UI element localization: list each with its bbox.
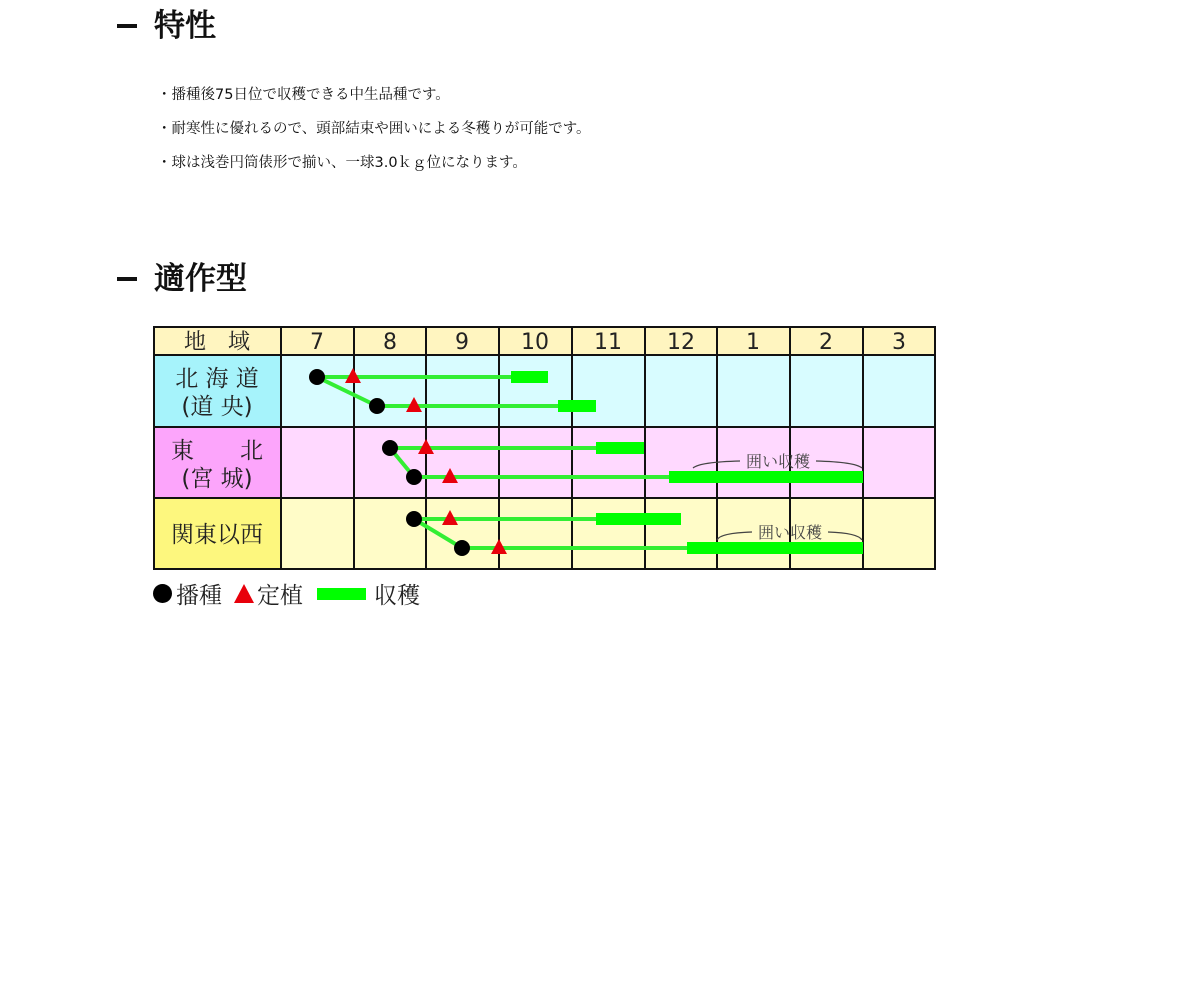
month-label: 9: [455, 330, 469, 355]
sowing-dot-icon: [406, 469, 422, 485]
month-label: 2: [819, 330, 833, 355]
sowing-dot-icon: [153, 584, 172, 603]
harvest-bar: [596, 513, 681, 525]
sowing-dot-icon: [454, 540, 470, 556]
harvest-bar: [558, 400, 596, 412]
month-label: 1: [746, 330, 760, 355]
month-label: 8: [383, 330, 397, 355]
month-label: 3: [892, 330, 906, 355]
subregion-label-tohoku: (宮 城): [181, 466, 253, 492]
region-label-tohoku: 東 北: [171, 438, 263, 464]
harvest-bar: [511, 371, 548, 383]
harvest-bar: [669, 471, 863, 483]
section-title-text: 特性: [154, 8, 216, 44]
list-item: ・播種後75日位で収穫できる中生品種です。: [157, 87, 450, 103]
legend-planting-label: 定植: [257, 583, 303, 609]
sowing-dot-icon: [406, 511, 422, 527]
month-label: 7: [310, 330, 324, 355]
region-label-kanto: 関東以西: [171, 522, 263, 548]
section-title-text: 適作型: [154, 261, 247, 297]
sowing-dot-icon: [382, 440, 398, 456]
month-label: 12: [667, 330, 695, 355]
sowing-dot-icon: [369, 398, 385, 414]
header-region-label: 地 域: [183, 330, 251, 355]
harvest-bar: [687, 542, 863, 554]
legend-sowing-label: 播種: [176, 583, 222, 609]
month-label: 10: [521, 330, 549, 355]
harvest-bar: [596, 442, 644, 454]
annotation-label: 囲い収穫: [745, 452, 811, 471]
hokkaido-row-bg: [281, 355, 936, 427]
sowing-dot-icon: [309, 369, 325, 385]
list-item: ・耐寒性に優れるので、頭部結束や囲いによる冬穫りが可能です。: [157, 121, 591, 137]
legend-harvest-label: 収穫: [374, 583, 420, 609]
chart-legend: [153, 577, 420, 610]
list-item: ・球は浅巻円筒俵形で揃い、一球3.0ｋｇ位になります。: [157, 155, 527, 171]
harvest-bar-icon: [317, 588, 366, 600]
month-label: 11: [594, 330, 622, 355]
region-label-hokkaido: 北 海 道: [175, 366, 259, 392]
annotation-label: 囲い収穫: [757, 523, 823, 542]
planting-triangle-icon: [234, 584, 254, 603]
kanto-row-bg: [281, 498, 936, 570]
subregion-label-hokkaido: (道 央): [181, 394, 253, 420]
